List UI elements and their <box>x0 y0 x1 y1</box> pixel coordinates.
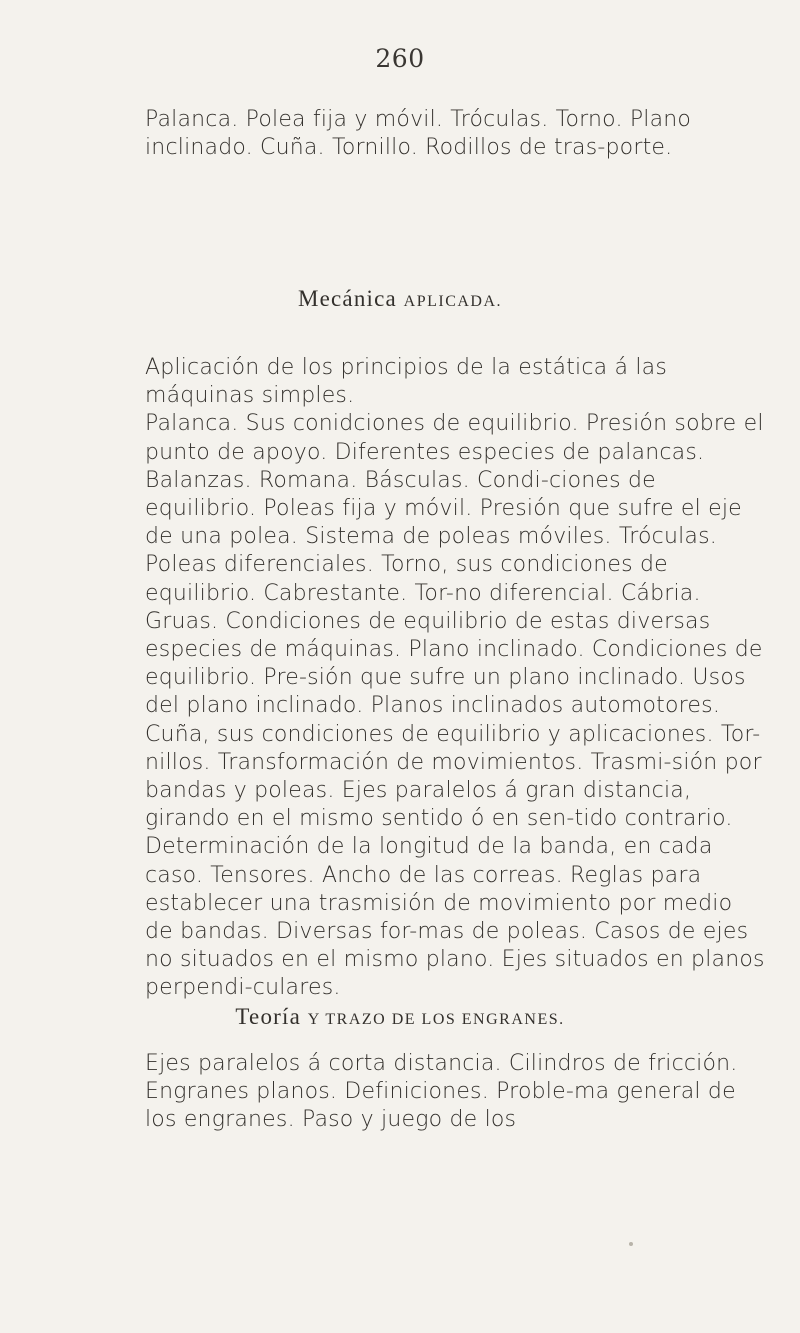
intro-paragraph: Palanca. Polea fija y móvil. Tróculas. Torno. Plano inclinado. Cuña. Tornillo. Rodillos de tras-porte. <box>145 107 692 161</box>
section-heading-mecanica-aplicada <box>0 286 800 312</box>
intro-section <box>145 106 765 162</box>
section-heading-smallcaps: APLICADA. <box>403 293 503 310</box>
section-heading-smallcaps: Y TRAZO DE LOS ENGRANES. <box>307 1011 565 1028</box>
body-paragraph: Palanca. Sus conidciones de equilibrio. Presión sobre el punto de apoyo. Diferentes especies de palancas. Balanzas. Romana. Básculas. Condi-ciones de equilibrio. Poleas fija y móvil. Presión que sufre el eje de una polea. Sistema de poleas móviles. Tróculas. Poleas diferenciales. Torno, sus condiciones de equilibrio. Cabrestante. Tor-no diferencial. Cábria. Gruas. Condiciones de equilibrio de estas diversas especies de máquinas. Plano inclinado. Condiciones de equilibrio. Pre-sión que sufre un plano inclinado. Usos del plano inclinado. Planos inclinados automotores. Cuña, sus condiciones de equilibrio y aplicaciones. Tor-nillos. Transformación de movimientos. Trasmi-sión por bandas y poleas. Ejes paralelos á gran distancia, girando en el mismo sentido ó en sen-tido contrario. Determinación de la longitud de la banda, en cada caso. Tensores. Ancho de las correas. Reglas para establecer una trasmisión de movimiento por medio de bandas. Diversas for-mas de poleas. Casos de ejes no situados en el mismo plano. Ejes situados en planos perpendi-culares. <box>145 411 765 1001</box>
section-body-mecanica-aplicada <box>145 354 765 1003</box>
section-heading-main: Mecánica <box>297 286 397 311</box>
print-speck <box>629 1242 633 1246</box>
body-paragraph: Aplicación de los principios de la estática á las máquinas simples. <box>145 355 668 409</box>
section-heading-teoria-engranes <box>0 1004 800 1030</box>
page-number: 260 <box>375 44 425 73</box>
body-paragraph: Ejes paralelos á corta distancia. Cilindros de fricción. Engranes planos. Definiciones. Proble-ma general de los engranes. Paso y juego de los <box>145 1051 738 1133</box>
section-body-teoria-engranes <box>145 1050 765 1135</box>
section-heading-main: Teoría <box>235 1004 302 1029</box>
